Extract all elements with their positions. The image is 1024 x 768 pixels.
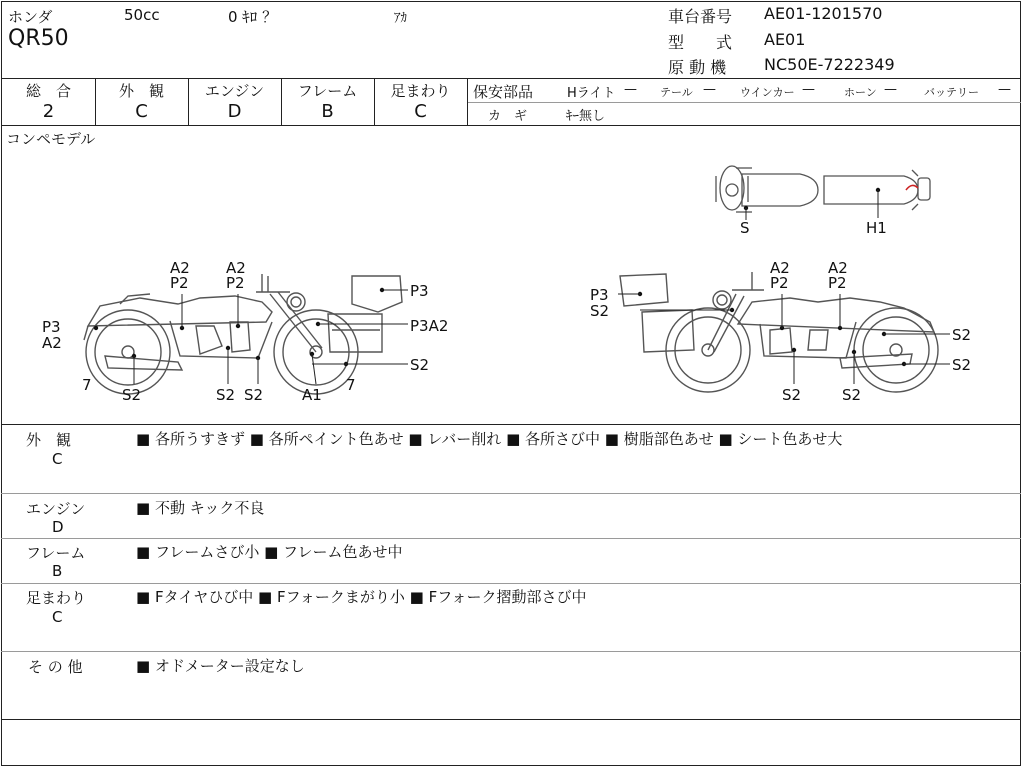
diagram-label: P3 — [42, 318, 61, 336]
maker: ホンダ — [8, 8, 53, 26]
diagram-label: A2 — [170, 259, 190, 277]
type-label: 型 式 — [668, 33, 733, 52]
diagram-label: A2 — [42, 334, 62, 352]
suspension-grade: C — [414, 101, 427, 122]
top-view-bike — [716, 166, 930, 212]
diagram-label: S2 — [410, 356, 430, 374]
diagram-label: A2 — [226, 259, 246, 277]
diagram-label: P2 — [170, 274, 189, 292]
diagram-label: S2 — [122, 386, 142, 404]
diagram-label: P2 — [770, 274, 789, 292]
damage-diagram — [0, 126, 1024, 424]
displacement: 50cc — [124, 6, 160, 24]
diagram-label: P2 — [828, 274, 847, 292]
diagram-label: 7 — [346, 376, 356, 394]
notes-frame-label: フレーム — [26, 544, 86, 562]
diagram-label: 7 — [82, 376, 92, 394]
frame-no: AE01-1201570 — [764, 4, 883, 23]
notes-engine-label: エンジン — [26, 500, 86, 518]
diagram-label: A1 — [302, 386, 322, 404]
engine-no-label: 原 動 機 — [668, 58, 727, 77]
engine-no: NC50E-7222349 — [764, 55, 895, 74]
winker-value: — — [802, 82, 815, 97]
notes-suspension-label: 足まわり — [26, 589, 87, 607]
notes-exterior-grade: C — [52, 450, 63, 468]
mileage: 0 ｷﾛ ？ — [228, 8, 278, 26]
winker-label: ウインカー — [740, 86, 795, 99]
diagram-title: コンペモデル — [6, 130, 96, 148]
exterior-label: 外 観 — [118, 82, 164, 100]
frame-no-label: 車台番号 — [668, 7, 733, 26]
body-color: ｱｶ — [394, 11, 407, 26]
diagram-label: S2 — [244, 386, 264, 404]
notes-other-label: そ の 他 — [28, 658, 83, 676]
model-name: QR50 — [8, 26, 69, 51]
diagram-label: H1 — [866, 219, 887, 237]
diagram-label: S — [740, 219, 750, 237]
tail-label: テール — [660, 86, 693, 99]
notes-frame-text: ■ フレームさび小 ■ フレーム色あせ中 — [136, 543, 403, 561]
overall-grade: 2 — [42, 101, 55, 122]
type-value: AE01 — [764, 30, 806, 49]
battery-label: バッテリー — [924, 86, 979, 99]
horn-label: ホーン — [844, 86, 877, 99]
diagram-label: S2 — [842, 386, 862, 404]
notes-other-text: ■ オドメーター設定なし — [136, 657, 305, 675]
overall-label: 総 合 — [25, 82, 71, 100]
notes-suspension-grade: C — [52, 608, 63, 626]
diagram-label: P3A2 — [410, 317, 449, 335]
key-label: カ ギ — [488, 109, 528, 124]
engine-grade: D — [227, 101, 242, 122]
top-view-red-mark — [906, 185, 918, 190]
notes-engine-grade: D — [52, 518, 64, 536]
diagram-label: S2 — [952, 356, 972, 374]
diagram-label: S2 — [782, 386, 802, 404]
headlight-label: Hライト — [567, 86, 616, 101]
frame-grade: B — [321, 101, 334, 122]
notes-frame-grade: B — [52, 562, 63, 580]
notes-exterior-text: ■ 各所うすきず ■ 各所ペイント色あせ ■ レバー削れ ■ 各所さび中 ■ 樹脂部色あせ ■ シート色あせ大 — [136, 430, 843, 448]
notes-exterior-label: 外 観 — [26, 431, 72, 449]
tail-value: — — [703, 82, 716, 97]
engine-label: エンジン — [204, 82, 265, 100]
notes-engine-text: ■ 不動 キック不良 — [136, 499, 265, 517]
diagram-label: P3 — [410, 282, 429, 300]
safety-title: 保安部品 — [473, 83, 534, 101]
diagram-label: S2 — [216, 386, 236, 404]
diagram-label: P2 — [226, 274, 245, 292]
notes-suspension-text: ■ Fタイヤひび中 ■ Fフォークまがり小 ■ Fフォーク摺動部さび中 — [136, 588, 587, 606]
horn-value: — — [884, 82, 897, 97]
frame-label: フレーム — [297, 82, 358, 100]
exterior-grade: C — [135, 101, 148, 122]
battery-value: — — [998, 82, 1011, 97]
diagram-label: S2 — [590, 302, 610, 320]
key-value: ｷｰ無し — [566, 109, 606, 124]
headlight-value: — — [624, 82, 637, 97]
diagram-label: A2 — [770, 259, 790, 277]
diagram-label: A2 — [828, 259, 848, 277]
diagram-label: S2 — [952, 326, 972, 344]
suspension-label: 足まわり — [390, 82, 451, 100]
diagram-label: P3 — [590, 286, 609, 304]
